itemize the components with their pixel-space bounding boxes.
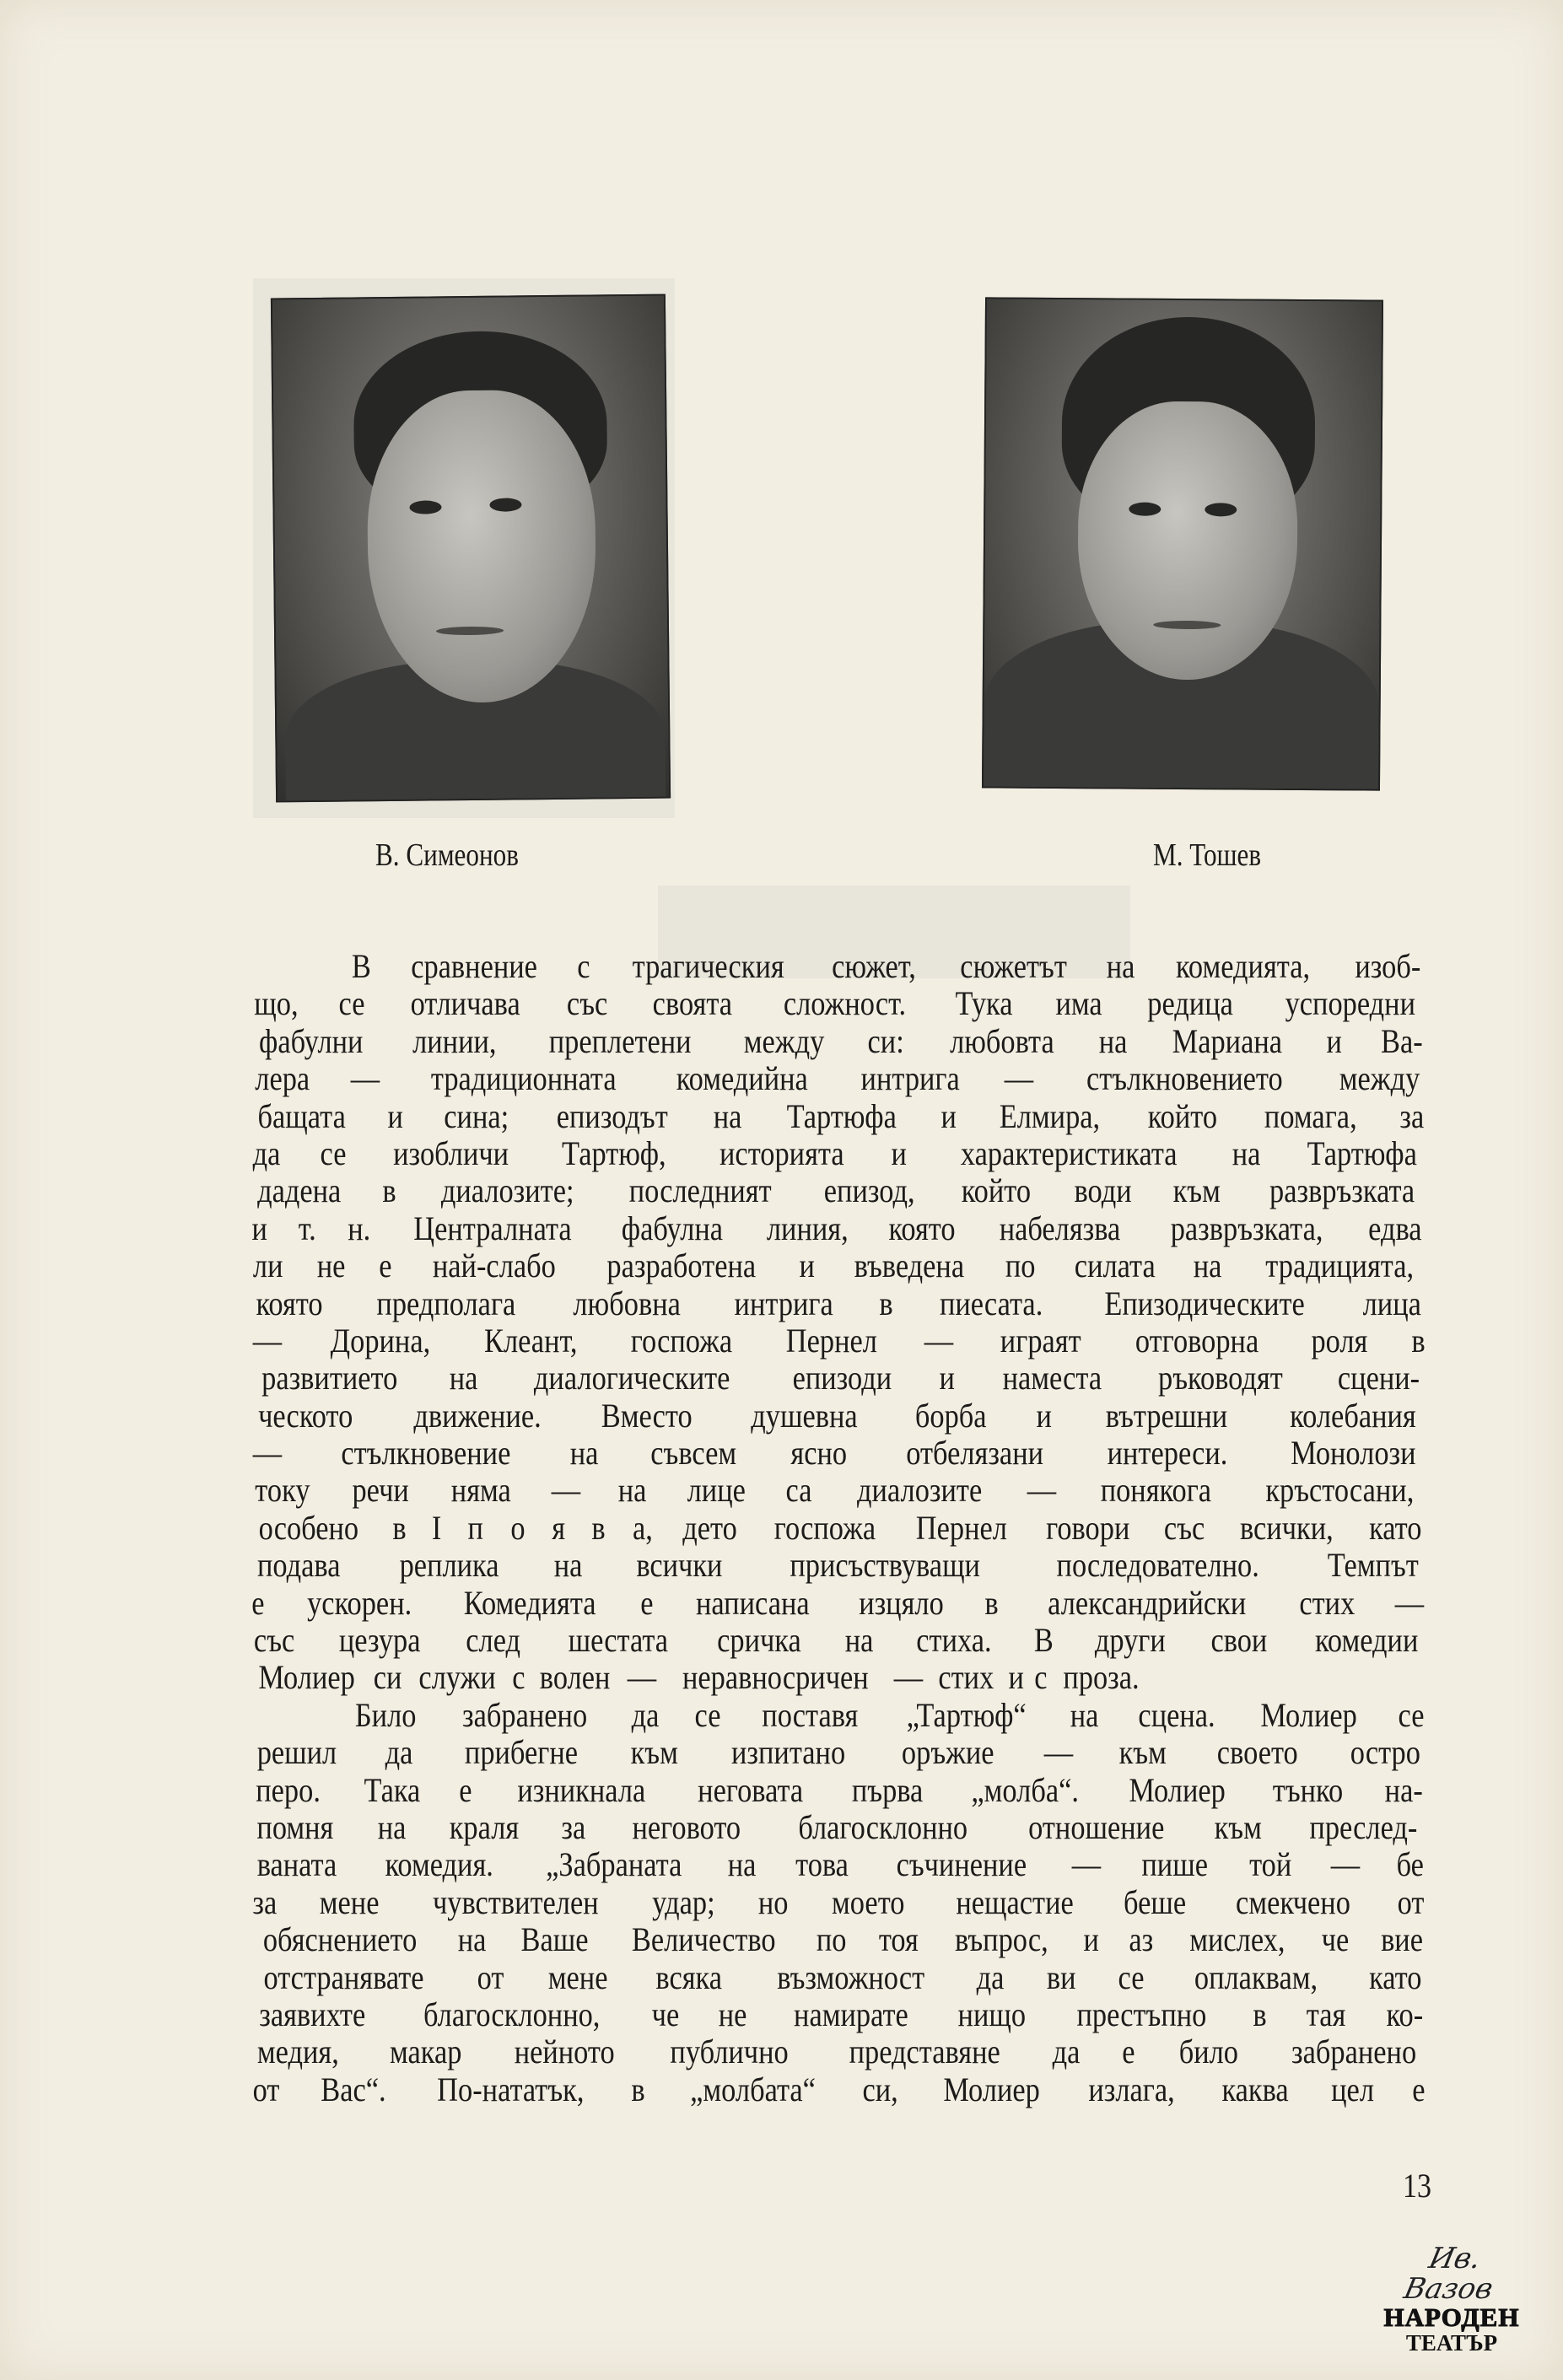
logo-line-1: НАРОДЕН [1383,2302,1520,2332]
text-line: Молиер си служи с волен — неравносричен — стих и с проза. [258,1658,1140,1697]
portrait-photo-toshev [982,297,1383,790]
text-line: Било забранено да се поставя „Тартюф“ на сцена. Молиер се [354,1695,1425,1734]
logo-line-2: ТЕАТЪР [1405,2330,1498,2356]
text-line: да се изобличи Тартюф, историята и характеристиката на Тартюфа [252,1133,1418,1172]
photo-caption: В. Симеонов [375,837,519,873]
text-line: от Вас“. По-нататък, в „молбата“ си, Молиер излага, каква цел е [252,2070,1426,2108]
text-line: подава реплика на всички присъствуващи последователно. Темпът [257,1546,1420,1585]
text-line: медия, макар нейното публично представяне да е било забранено [256,2033,1416,2071]
text-line: със цезура след шестата сричка на стиха. В други свои комедии [253,1621,1418,1660]
text-line: особено в I п о я в а, дето госпожа Пернел говори със всички, като [258,1508,1422,1547]
portrait-photo-simeonov [271,294,671,803]
body-text [251,948,1426,2108]
text-line: помня на краля за неговото благосклонно отношение към преслед- [256,1807,1418,1846]
text-line: ли не е най-слабо разработена и въведена по силата на традицията, [252,1247,1415,1285]
text-line: ваната комедия. „Забраната на това съчинение — пише той — бе [256,1845,1425,1884]
text-line: що, се отличава със своята сложност. Тука има редица успоредни [254,984,1416,1023]
text-line: фабулни линии, преплетени между си: любовта на Мариана и Ва- [259,1021,1423,1060]
text-line: — Дорина, Клеант, госпожа Пернел — играят отговорна роля в [252,1321,1426,1360]
text-line: ческото движение. Вместо душевна борба и вътрешни колебания [258,1396,1416,1435]
text-line: перо. Така е изникнала неговата първа „молба“. Молиер тънко на- [256,1770,1424,1809]
text-line: обяснението на Ваше Величество по тоя въпрос, и аз мислех, че вие [262,1920,1423,1959]
text-line: решил да прибегне към изпитано оръжие — към своето остро [256,1733,1421,1772]
text-line: дадена в диалозите; последният епизод, който води към развръзката [257,1171,1415,1210]
national-theatre-logo [1381,2242,1523,2356]
text-line: лера — традиционната комедийна интрига — стълкновението между [255,1059,1420,1098]
text-line: току речи няма — на лице са диалозите — понякога кръстосани, [255,1471,1415,1510]
text-line: В сравнение с трагическия сюжет, сюжетът на комедията, изоб- [351,947,1421,985]
text-line: е ускорен. Комедията е написана изцяло в александрийски стих — [251,1583,1425,1622]
logo-signature: Ив. Вазов [1400,2242,1496,2306]
photo-caption: М. Тошев [1153,837,1262,873]
text-line: и т. н. Централната фабулна линия, която набелязва развръзката, едва [251,1209,1422,1247]
text-line: заявихте благосклонно, че не намирате нищо престъпно в тая ко- [259,1995,1424,2033]
page-number: 13 [1403,2167,1431,2205]
text-line: развитието на диалогическите епизоди и наместа ръководят сцени- [261,1359,1420,1397]
text-line: отстранявате от мене всяка възможност да ви се оплаквам, като [263,1957,1422,1996]
text-line: която предполага любовна интрига в пиесата. Епизодическите лица [256,1284,1422,1322]
text-line: — стълкновение на съвсем ясно отбелязани интереси. Монолози [252,1434,1416,1473]
text-line: бащата и сина; епизодът на Тартюфа и Елмира, който помага, за [257,1096,1425,1135]
text-line: за мене чувствителен удар; но моето нещастие беше смекчено от [252,1882,1425,1921]
